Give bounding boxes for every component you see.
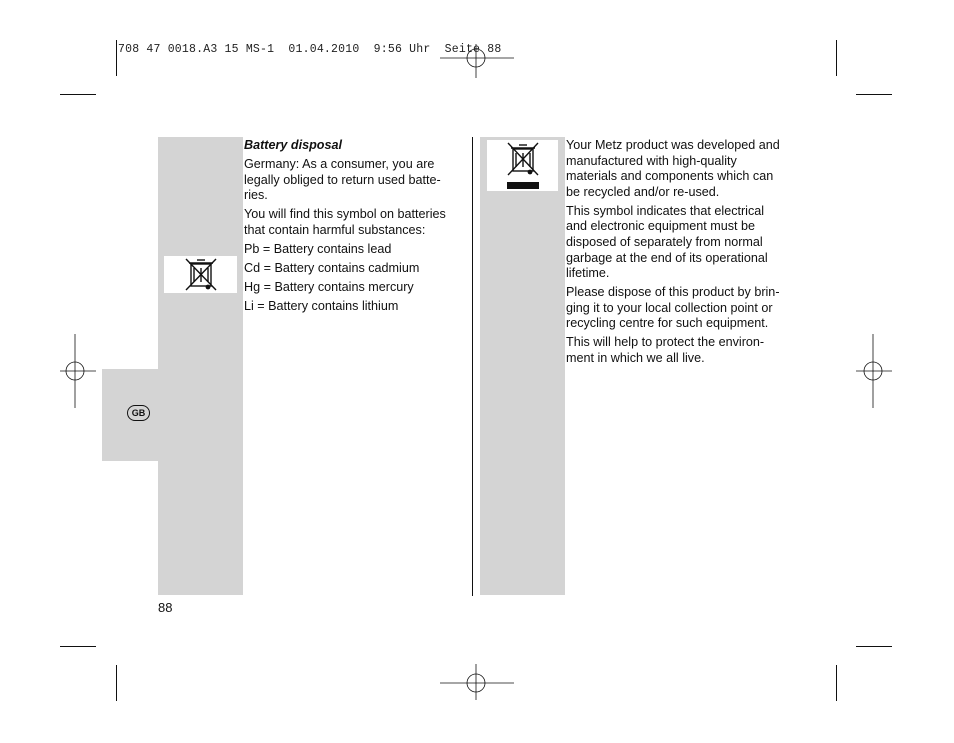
page-number: 88 [158,600,173,615]
battery-disposal-section [244,138,456,318]
substance-item: Pb = Battery contains lead [244,241,392,256]
left-sidebar [158,137,243,595]
substance-item: Li = Battery contains lithium [244,298,399,313]
registration-mark-right [856,334,892,408]
crop-mark [856,94,892,95]
paragraph: You will find this symbol on batteries that contain harmful substances: [244,207,446,237]
right-sidebar [480,137,565,595]
battery-bin-icon-box [164,256,237,293]
section-heading: Battery disposal [244,138,342,152]
print-slug: 708 47 0018.A3 15 MS-1 01.04.2010 9:56 Uhr Seite 88 [118,43,502,56]
registration-mark-bottom [440,664,514,700]
paragraph: This symbol indicates that electrical and electronic equipment must be disposed of separately from normal garbage at the end of its operational lifetime. [566,203,768,281]
language-badge: GB [127,405,150,421]
crop-mark [60,646,96,647]
substance-item: Cd = Battery contains cadmium [244,260,420,275]
weee-bin-icon-box [487,140,558,191]
crossed-out-wheelie-bin-with-bar-icon [487,140,558,191]
paragraph: Your Metz product was developed and manufactured with high-quality materials and components which can be recycled and/or re-used. [566,138,780,199]
paragraph: This will help to protect the environ-ment in which we all live. [566,335,765,365]
column-divider [472,137,473,596]
crop-mark [836,665,837,701]
paragraph: Germany: As a consumer, you are legally obliged to return used batte-ries. [244,156,441,203]
registration-mark-left [60,334,96,408]
crop-mark [856,646,892,647]
crop-mark [60,94,96,95]
paragraph: Please dispose of this product by brin-ging it to your local collection point or recycling centre for such equipment. [566,285,780,331]
crop-mark [836,40,837,76]
substance-item: Hg = Battery contains mercury [244,279,414,294]
crossed-out-wheelie-bin-icon [164,256,237,293]
crop-mark [116,40,117,76]
weee-section [566,138,786,370]
crop-mark [116,665,117,701]
